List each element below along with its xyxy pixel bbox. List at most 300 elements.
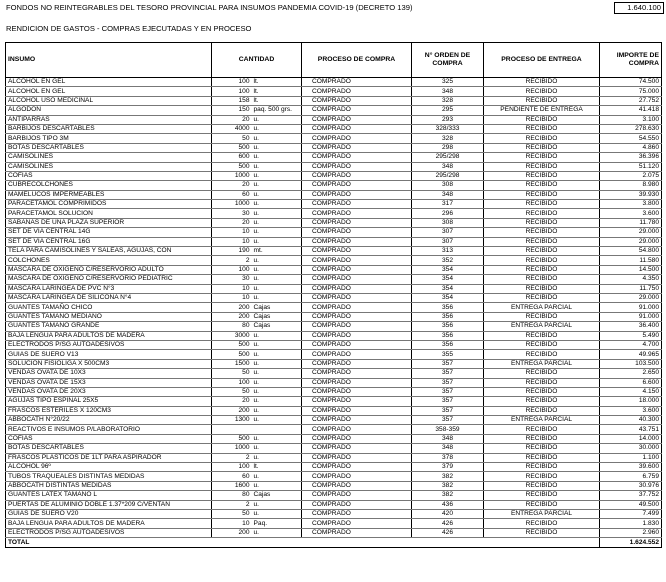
row-proceso-entrega: RECIBIDO (484, 190, 600, 199)
row-proceso-entrega: PENDIENTE DE ENTREGA (484, 106, 600, 115)
row-proceso-compra: COMPRADO (302, 124, 412, 133)
row-insumo: ALCOHOL EN GEL (6, 78, 212, 87)
row-unidad: lt. (252, 87, 302, 96)
row-importe: 11.780 (600, 218, 662, 227)
row-proceso-compra: COMPRADO (302, 416, 412, 425)
row-proceso-entrega: RECIBIDO (484, 228, 600, 237)
row-importe: 3.600 (600, 406, 662, 415)
row-cantidad: 3000 (212, 331, 252, 340)
table-row (6, 528, 662, 537)
row-unidad: u. (252, 124, 302, 133)
row-orden-compra: 348 (412, 444, 484, 453)
row-proceso-entrega: ENTREGA PARCIAL (484, 359, 600, 368)
row-cantidad: 2 (212, 256, 252, 265)
row-orden-compra: 382 (412, 481, 484, 490)
row-proceso-entrega: ENTREGA PARCIAL (484, 322, 600, 331)
row-cantidad: 10 (212, 228, 252, 237)
table-row (6, 425, 662, 434)
table-row (6, 416, 662, 425)
row-proceso-entrega: ENTREGA PARCIAL (484, 509, 600, 518)
row-proceso-entrega: RECIBIDO (484, 472, 600, 481)
table-row (6, 228, 662, 237)
table-row (6, 209, 662, 218)
row-proceso-compra: COMPRADO (302, 190, 412, 199)
table-row (6, 153, 662, 162)
row-insumo: ABBOCATH N°20/22 (6, 416, 212, 425)
row-proceso-compra: COMPRADO (302, 284, 412, 293)
row-unidad: u. (252, 472, 302, 481)
row-proceso-compra: COMPRADO (302, 359, 412, 368)
row-insumo: MASCARA DE OXIGENO C/RESERVORIO PEDIATRIC (6, 275, 212, 284)
row-orden-compra: 293 (412, 115, 484, 124)
row-proceso-compra: COMPRADO (302, 78, 412, 87)
table-row (6, 463, 662, 472)
row-insumo: GUANTES TAMAÑO GRANDE (6, 322, 212, 331)
row-importe: 30.000 (600, 444, 662, 453)
row-importe: 54.550 (600, 134, 662, 143)
row-unidad: u. (252, 509, 302, 518)
row-unidad: u. (252, 265, 302, 274)
row-insumo: ALCOHOL EN GEL (6, 87, 212, 96)
row-insumo: GUIAS DE SUERO V13 (6, 350, 212, 359)
row-cantidad: 100 (212, 265, 252, 274)
row-orden-compra: 295/298 (412, 153, 484, 162)
table-body (6, 78, 662, 538)
row-unidad: u. (252, 359, 302, 368)
row-importe: 91.000 (600, 312, 662, 321)
row-proceso-compra: COMPRADO (302, 397, 412, 406)
row-unidad: Cajas (252, 322, 302, 331)
row-unidad: u. (252, 293, 302, 302)
row-proceso-compra: COMPRADO (302, 115, 412, 124)
row-proceso-entrega: RECIBIDO (484, 453, 600, 462)
row-insumo: SET DE VIA CENTRAL 14G (6, 228, 212, 237)
row-orden-compra: 436 (412, 500, 484, 509)
table-row (6, 275, 662, 284)
row-proceso-compra: COMPRADO (302, 322, 412, 331)
expense-table (5, 42, 662, 548)
row-proceso-compra: COMPRADO (302, 331, 412, 340)
row-cantidad: 200 (212, 528, 252, 537)
header-proceso-compra: PROCESO DE COMPRA (302, 43, 412, 78)
table-row (6, 218, 662, 227)
row-cantidad: 20 (212, 397, 252, 406)
row-unidad: lt. (252, 96, 302, 105)
row-unidad: u. (252, 181, 302, 190)
row-proceso-entrega: RECIBIDO (484, 115, 600, 124)
row-insumo: ALGODÓN (6, 106, 212, 115)
table-row (6, 115, 662, 124)
row-insumo: ELECTRODOS P/SG AUTOADESIVOS (6, 340, 212, 349)
table-row (6, 509, 662, 518)
row-unidad: u. (252, 453, 302, 462)
row-unidad: u. (252, 406, 302, 415)
row-cantidad: 200 (212, 406, 252, 415)
row-proceso-entrega: RECIBIDO (484, 331, 600, 340)
row-orden-compra: 354 (412, 265, 484, 274)
row-orden-compra: 357 (412, 369, 484, 378)
row-insumo: ELECTRODOS P/SG AUTOADESIVOS (6, 528, 212, 537)
row-insumo: TUBOS TRAQUEALES DISTINTAS MEDIDAS (6, 472, 212, 481)
row-importe: 3.600 (600, 209, 662, 218)
row-importe: 91.000 (600, 303, 662, 312)
row-unidad (252, 425, 302, 434)
table-row (6, 322, 662, 331)
row-orden-compra: 328 (412, 96, 484, 105)
row-insumo: CAMISOLINES (6, 162, 212, 171)
row-cantidad: 10 (212, 237, 252, 246)
row-orden-compra: 328 (412, 134, 484, 143)
row-orden-compra: 356 (412, 312, 484, 321)
table-row (6, 190, 662, 199)
table-row (6, 378, 662, 387)
row-importe: 7.499 (600, 509, 662, 518)
row-cantidad: 10 (212, 293, 252, 302)
row-proceso-compra: COMPRADO (302, 303, 412, 312)
row-importe: 43.751 (600, 425, 662, 434)
row-unidad: u. (252, 340, 302, 349)
row-cantidad: 20 (212, 218, 252, 227)
row-proceso-compra: COMPRADO (302, 434, 412, 443)
row-proceso-compra: COMPRADO (302, 237, 412, 246)
table-row (6, 387, 662, 396)
row-proceso-entrega: RECIBIDO (484, 425, 600, 434)
row-proceso-compra: COMPRADO (302, 209, 412, 218)
row-importe: 30.976 (600, 481, 662, 490)
row-proceso-compra: COMPRADO (302, 463, 412, 472)
row-cantidad: 2 (212, 453, 252, 462)
row-importe: 103.500 (600, 359, 662, 368)
row-proceso-compra: COMPRADO (302, 312, 412, 321)
row-proceso-entrega: RECIBIDO (484, 284, 600, 293)
row-proceso-compra: COMPRADO (302, 96, 412, 105)
row-proceso-entrega: RECIBIDO (484, 87, 600, 96)
row-cantidad: 150 (212, 106, 252, 115)
row-unidad: Cajas (252, 491, 302, 500)
row-unidad: u. (252, 115, 302, 124)
row-insumo: SABANAS DE UNA PLAZA SUPERIOR (6, 218, 212, 227)
row-proceso-compra: COMPRADO (302, 340, 412, 349)
row-cantidad: 30 (212, 209, 252, 218)
row-cantidad: 10 (212, 519, 252, 528)
row-insumo: SOLUCION FISIOLIGA X 500CM3 (6, 359, 212, 368)
row-orden-compra: 308 (412, 181, 484, 190)
row-unidad: u. (252, 237, 302, 246)
row-proceso-compra: COMPRADO (302, 472, 412, 481)
row-proceso-entrega: RECIBIDO (484, 434, 600, 443)
row-proceso-compra: COMPRADO (302, 171, 412, 180)
row-unidad: paq. 500 grs. (252, 106, 302, 115)
row-importe: 54.800 (600, 247, 662, 256)
row-cantidad: 60 (212, 190, 252, 199)
row-importe: 2.075 (600, 171, 662, 180)
table-row (6, 444, 662, 453)
row-importe: 14.500 (600, 265, 662, 274)
row-importe: 3.100 (600, 115, 662, 124)
row-proceso-entrega: RECIBIDO (484, 312, 600, 321)
row-proceso-entrega: RECIBIDO (484, 444, 600, 453)
row-proceso-compra: COMPRADO (302, 143, 412, 152)
row-importe: 36.396 (600, 153, 662, 162)
row-proceso-entrega: RECIBIDO (484, 96, 600, 105)
row-insumo: AGUJAS TIPO ESPINAL 25X5 (6, 397, 212, 406)
row-unidad: u. (252, 434, 302, 443)
row-proceso-compra: COMPRADO (302, 106, 412, 115)
row-insumo: SET DE VIA CENTRAL 16G (6, 237, 212, 246)
row-cantidad: 4000 (212, 124, 252, 133)
row-orden-compra: 348 (412, 190, 484, 199)
table-row (6, 96, 662, 105)
row-proceso-entrega: RECIBIDO (484, 519, 600, 528)
row-proceso-entrega: RECIBIDO (484, 153, 600, 162)
row-unidad: u. (252, 500, 302, 509)
row-cantidad: 100 (212, 378, 252, 387)
header-proceso-entrega: PROCESO DE ENTREGA (484, 43, 600, 78)
row-importe: 39.600 (600, 463, 662, 472)
row-cantidad: 200 (212, 312, 252, 321)
row-insumo: BOTAS DESCARTABLES (6, 143, 212, 152)
row-proceso-compra: COMPRADO (302, 491, 412, 500)
row-proceso-entrega: RECIBIDO (484, 143, 600, 152)
row-unidad: Cajas (252, 312, 302, 321)
row-importe: 2.650 (600, 369, 662, 378)
row-proceso-entrega: RECIBIDO (484, 181, 600, 190)
table-row (6, 397, 662, 406)
row-unidad: u. (252, 134, 302, 143)
table-row (6, 106, 662, 115)
row-orden-compra: 356 (412, 340, 484, 349)
row-unidad: u. (252, 218, 302, 227)
row-orden-compra: 308 (412, 218, 484, 227)
row-proceso-entrega: RECIBIDO (484, 124, 600, 133)
row-unidad: u. (252, 350, 302, 359)
row-importe: 74.500 (600, 78, 662, 87)
row-proceso-compra: COMPRADO (302, 387, 412, 396)
header-importe: IMPORTE DE COMPRA (600, 43, 662, 78)
row-importe: 11.750 (600, 284, 662, 293)
row-unidad: u. (252, 481, 302, 490)
row-proceso-entrega: ENTREGA PARCIAL (484, 416, 600, 425)
row-proceso-compra: COMPRADO (302, 256, 412, 265)
row-cantidad: 50 (212, 387, 252, 396)
row-insumo: BARBIJOS TIPO 3M (6, 134, 212, 143)
row-proceso-entrega: RECIBIDO (484, 378, 600, 387)
row-proceso-entrega: RECIBIDO (484, 237, 600, 246)
row-proceso-entrega: RECIBIDO (484, 340, 600, 349)
row-insumo: GUANTES LATEX TAMAÑO L (6, 491, 212, 500)
row-insumo: BAJA LENGUA PARA ADULTOS DE MADERA (6, 519, 212, 528)
row-unidad: u. (252, 397, 302, 406)
table-row (6, 369, 662, 378)
row-proceso-compra: COMPRADO (302, 218, 412, 227)
row-proceso-compra: COMPRADO (302, 350, 412, 359)
row-cantidad: 158 (212, 96, 252, 105)
row-insumo: MAMELUCOS IMPERMEABLES (6, 190, 212, 199)
row-orden-compra: 356 (412, 322, 484, 331)
row-unidad: lt. (252, 463, 302, 472)
row-insumo: TELA PARA CAMISOLINES Y SALEAS, AGUJAS, CON (6, 247, 212, 256)
row-orden-compra: 348 (412, 87, 484, 96)
row-proceso-compra: COMPRADO (302, 247, 412, 256)
table-row (6, 124, 662, 133)
row-insumo: ANTIPARRAS (6, 115, 212, 124)
row-unidad: u. (252, 143, 302, 152)
row-proceso-entrega: RECIBIDO (484, 293, 600, 302)
row-importe: 18.000 (600, 397, 662, 406)
row-cantidad: 190 (212, 247, 252, 256)
row-insumo: COLCHONES (6, 256, 212, 265)
row-proceso-entrega: RECIBIDO (484, 406, 600, 415)
row-proceso-entrega: RECIBIDO (484, 78, 600, 87)
row-unidad: u. (252, 200, 302, 209)
row-cantidad: 1000 (212, 171, 252, 180)
row-orden-compra: 295 (412, 106, 484, 115)
row-cantidad: 200 (212, 303, 252, 312)
table-row (6, 78, 662, 87)
row-proceso-entrega: RECIBIDO (484, 247, 600, 256)
table-row (6, 293, 662, 302)
row-insumo: COFIAS (6, 434, 212, 443)
row-unidad: u. (252, 275, 302, 284)
row-insumo: PUERTAS DE ALUMINIO DOBLE 1.37*209 C/VENTAN (6, 500, 212, 509)
row-cantidad: 50 (212, 369, 252, 378)
row-cantidad: 20 (212, 181, 252, 190)
row-orden-compra: 348 (412, 162, 484, 171)
row-importe: 27.752 (600, 96, 662, 105)
row-orden-compra: 356 (412, 331, 484, 340)
table-row (6, 481, 662, 490)
row-insumo: CAMISOLINES (6, 153, 212, 162)
row-unidad: u. (252, 284, 302, 293)
row-cantidad: 1300 (212, 416, 252, 425)
row-importe: 41.418 (600, 106, 662, 115)
table-row (6, 143, 662, 152)
row-unidad: u. (252, 387, 302, 396)
row-unidad: u. (252, 162, 302, 171)
row-orden-compra: 357 (412, 397, 484, 406)
row-proceso-compra: COMPRADO (302, 181, 412, 190)
row-insumo: MASCARA LARINGEA DE PVC N°3 (6, 284, 212, 293)
row-insumo: GUANTES TAMAÑO CHICO (6, 303, 212, 312)
row-cantidad (212, 425, 252, 434)
row-orden-compra: 307 (412, 237, 484, 246)
row-cantidad: 1600 (212, 481, 252, 490)
row-proceso-compra: COMPRADO (302, 406, 412, 415)
row-cantidad: 1500 (212, 359, 252, 368)
row-proceso-entrega: RECIBIDO (484, 397, 600, 406)
row-unidad: u. (252, 444, 302, 453)
row-unidad: u. (252, 209, 302, 218)
row-cantidad: 80 (212, 322, 252, 331)
table-row (6, 171, 662, 180)
row-insumo: VENDAS OVATA DE 10X3 (6, 369, 212, 378)
row-proceso-entrega: RECIBIDO (484, 209, 600, 218)
row-orden-compra: 325 (412, 78, 484, 87)
row-proceso-compra: COMPRADO (302, 200, 412, 209)
row-cantidad: 50 (212, 134, 252, 143)
row-cantidad: 20 (212, 115, 252, 124)
table-row (6, 359, 662, 368)
table-row (6, 181, 662, 190)
header-insumo: INSUMO (6, 43, 212, 78)
row-orden-compra: 357 (412, 387, 484, 396)
row-unidad: u. (252, 190, 302, 199)
row-proceso-compra: COMPRADO (302, 293, 412, 302)
row-unidad: u. (252, 171, 302, 180)
row-proceso-compra: COMPRADO (302, 378, 412, 387)
row-proceso-entrega: RECIBIDO (484, 350, 600, 359)
table-row (6, 331, 662, 340)
row-orden-compra: 357 (412, 406, 484, 415)
row-cantidad: 1000 (212, 444, 252, 453)
table-row (6, 350, 662, 359)
row-proceso-compra: COMPRADO (302, 153, 412, 162)
row-cantidad: 10 (212, 284, 252, 293)
table-row (6, 256, 662, 265)
row-unidad: u. (252, 416, 302, 425)
row-unidad: u. (252, 256, 302, 265)
row-insumo: ALCOHOL USO MEDICINAL (6, 96, 212, 105)
row-insumo: COFIAS (6, 171, 212, 180)
row-proceso-compra: COMPRADO (302, 444, 412, 453)
row-orden-compra: 357 (412, 416, 484, 425)
row-importe: 36.400 (600, 322, 662, 331)
table-row (6, 200, 662, 209)
grand-total-box: 1.640.100 (614, 2, 664, 14)
table-row (6, 265, 662, 274)
row-proceso-compra: COMPRADO (302, 134, 412, 143)
table-row (6, 491, 662, 500)
row-orden-compra: 355 (412, 350, 484, 359)
row-importe: 40.300 (600, 416, 662, 425)
row-insumo: ALCOHOL 96º (6, 463, 212, 472)
total-value: 1.624.552 (600, 538, 662, 548)
row-importe: 75.000 (600, 87, 662, 96)
row-importe: 8.980 (600, 181, 662, 190)
row-importe: 29.000 (600, 293, 662, 302)
row-orden-compra: 313 (412, 247, 484, 256)
header-orden-compra: N° ORDEN DE COMPRA (412, 43, 484, 78)
row-importe: 6.759 (600, 472, 662, 481)
row-importe: 278.630 (600, 124, 662, 133)
document-subtitle: RENDICION DE GASTOS - COMPRAS EJECUTADAS Y EN PROCESO (6, 24, 252, 33)
table-row (6, 162, 662, 171)
row-proceso-entrega: RECIBIDO (484, 265, 600, 274)
row-importe: 5.490 (600, 331, 662, 340)
row-proceso-entrega: RECIBIDO (484, 256, 600, 265)
table-row (6, 472, 662, 481)
table-row (6, 453, 662, 462)
row-unidad: mt. (252, 247, 302, 256)
row-proceso-entrega: RECIBIDO (484, 218, 600, 227)
row-proceso-compra: COMPRADO (302, 275, 412, 284)
row-proceso-compra: COMPRADO (302, 453, 412, 462)
row-unidad: u. (252, 369, 302, 378)
table-row (6, 312, 662, 321)
row-insumo: CUBRECOLCHONES (6, 181, 212, 190)
row-importe: 51.120 (600, 162, 662, 171)
row-importe: 49.965 (600, 350, 662, 359)
row-cantidad: 100 (212, 78, 252, 87)
row-proceso-entrega: RECIBIDO (484, 528, 600, 537)
row-cantidad: 600 (212, 153, 252, 162)
row-orden-compra: 357 (412, 378, 484, 387)
row-orden-compra: 420 (412, 509, 484, 518)
row-insumo: FRASCOS PLASTICOS DE 1LT PARA ASPIRADOR (6, 453, 212, 462)
row-proceso-entrega: RECIBIDO (484, 500, 600, 509)
row-cantidad: 500 (212, 162, 252, 171)
table-row (6, 237, 662, 246)
